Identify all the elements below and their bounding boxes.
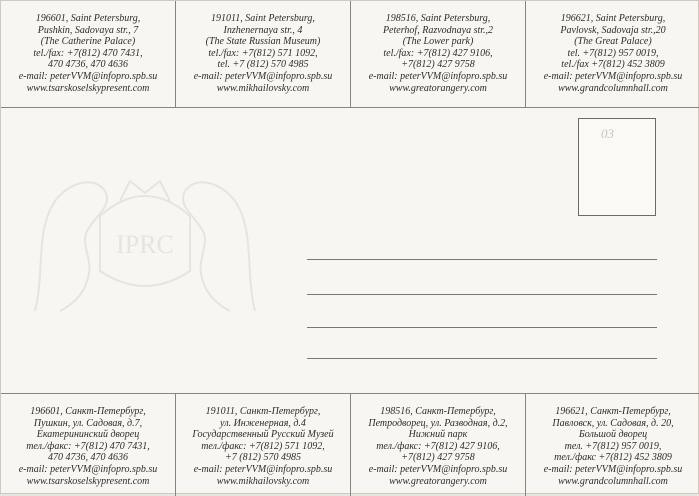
heraldic-lions-crest-icon: [25, 161, 265, 316]
address-line: 196601, Saint Petersburg,: [35, 13, 141, 24]
address-line: Inzhenernaya str., 4: [223, 24, 303, 36]
email-line: e-mail: peterVVM@infopro.spb.su: [368, 70, 508, 82]
address-cell-catherine-palace-en: [1, 1, 175, 107]
phone-line: тел./факс: +7(812) 571 1092,: [201, 440, 325, 452]
email-line: e-mail: peterVVM@infopro.spb.su: [193, 463, 333, 475]
phone-line: тел. +7(812) 957 0019,: [564, 440, 662, 452]
address-line: 191011, Санкт-Петербург,: [205, 406, 321, 417]
phone-line: tel./fax: +7(812) 470 7431,: [33, 47, 143, 59]
phone-line: +7(812) 427 9758: [401, 59, 475, 71]
address-cell-catherine-palace-ru: [1, 394, 175, 496]
address-line: 196601, Санкт-Петербург,: [30, 406, 146, 417]
website-line: www.tsarskoselskypresent.com: [26, 82, 150, 94]
phone-line: tel./fax +7(812) 452 3809: [561, 59, 665, 71]
website-line: www.greatorangery.com: [389, 475, 487, 487]
email-line: e-mail: peterVVM@infopro.spb.su: [368, 463, 508, 475]
address-line: 198516, Saint Petersburg,: [385, 13, 491, 24]
email-line: e-mail: peterVVM@infopro.spb.su: [543, 70, 683, 82]
phone-line: +7 (812) 570 4985: [225, 452, 301, 464]
address-writing-line: [307, 358, 657, 359]
address-line: Пушкин, ул. Садовая, д.7,: [33, 417, 143, 429]
address-line: Екатерининский дворец: [36, 429, 140, 441]
phone-line: tel./fax: +7(812) 571 1092,: [208, 47, 318, 59]
address-cell-lower-park-en: [350, 1, 525, 107]
phone-line: тел./факс: +7(812) 427 9106,: [376, 440, 500, 452]
address-line: Павловск, ул. Садовая, д. 20,: [552, 417, 674, 429]
phone-line: тел./факс: +7(812) 470 7431,: [26, 440, 150, 452]
phone-line: tel. +7 (812) 570 4985: [217, 59, 309, 71]
website-line: www.mikhailovsky.com: [216, 82, 310, 94]
website-line: www.grandcolumnhall.com: [558, 82, 668, 94]
address-line: Государственный Русский Музей: [192, 429, 334, 441]
email-line: e-mail: peterVVM@infopro.spb.su: [193, 70, 333, 82]
stamp-mark: 03: [601, 126, 614, 141]
address-line: Нижний парк: [408, 429, 468, 441]
address-line: 198516, Санкт-Петербург,: [380, 406, 496, 417]
address-writing-line: [307, 294, 657, 295]
address-line: 196621, Санкт-Петербург,: [555, 406, 671, 417]
address-writing-line: [307, 327, 657, 328]
address-line: (The Great Palace): [574, 36, 652, 48]
website-line: www.tsarskoselskypresent.com: [26, 475, 150, 487]
email-line: e-mail: peterVVM@infopro.spb.su: [18, 70, 158, 82]
website-line: www.greatorangery.com: [389, 82, 487, 94]
address-cell-great-palace-en: [525, 1, 699, 107]
phone-line: 470 4736, 470 4636: [48, 59, 128, 71]
phone-line: тел./факс +7(812) 452 3809: [554, 452, 672, 464]
address-cell-great-palace-ru: [525, 394, 699, 496]
phone-line: tel. +7(812) 957 0019,: [567, 47, 659, 59]
stamp-box: [578, 118, 656, 216]
address-line: (The State Russian Museum): [205, 36, 321, 48]
address-line: Большой дворец: [578, 429, 648, 441]
logo-text: IPRC: [116, 230, 174, 259]
email-line: e-mail: peterVVM@infopro.spb.su: [543, 463, 683, 475]
website-line: www.mikhailovsky.com: [216, 475, 310, 487]
bottom-address-band: [1, 393, 699, 496]
address-cell-lower-park-ru: [350, 394, 525, 496]
address-line: (The Catherine Palace): [40, 36, 136, 48]
phone-line: 470 4736, 470 4636: [48, 452, 128, 464]
address-line: ул. Инженерная, д.4: [220, 417, 306, 429]
address-line: Pavlovsk, Sadovaja str.,20: [560, 24, 666, 36]
phone-line: +7(812) 427 9758: [401, 452, 475, 464]
address-cell-russian-museum-ru: [175, 394, 350, 496]
address-cell-russian-museum-en: [175, 1, 350, 107]
website-line: www.grandcolumnhall.com: [558, 475, 668, 487]
address-line: (The Lower park): [402, 36, 474, 48]
email-line: e-mail: peterVVM@infopro.spb.su: [18, 463, 158, 475]
address-line: 196621, Saint Petersburg,: [560, 13, 666, 24]
top-address-band: [1, 1, 699, 108]
address-line: Peterhof, Razvodnaya str.,2: [382, 24, 494, 36]
address-line: Pushkin, Sadovaya str., 7: [37, 24, 139, 36]
phone-line: tel./fax: +7(812) 427 9106,: [383, 47, 493, 59]
address-writing-line: [307, 259, 657, 260]
address-line: Петродворец, ул. Разводная, д.2,: [368, 417, 508, 429]
address-line: 191011, Saint Petersburg,: [211, 13, 315, 24]
